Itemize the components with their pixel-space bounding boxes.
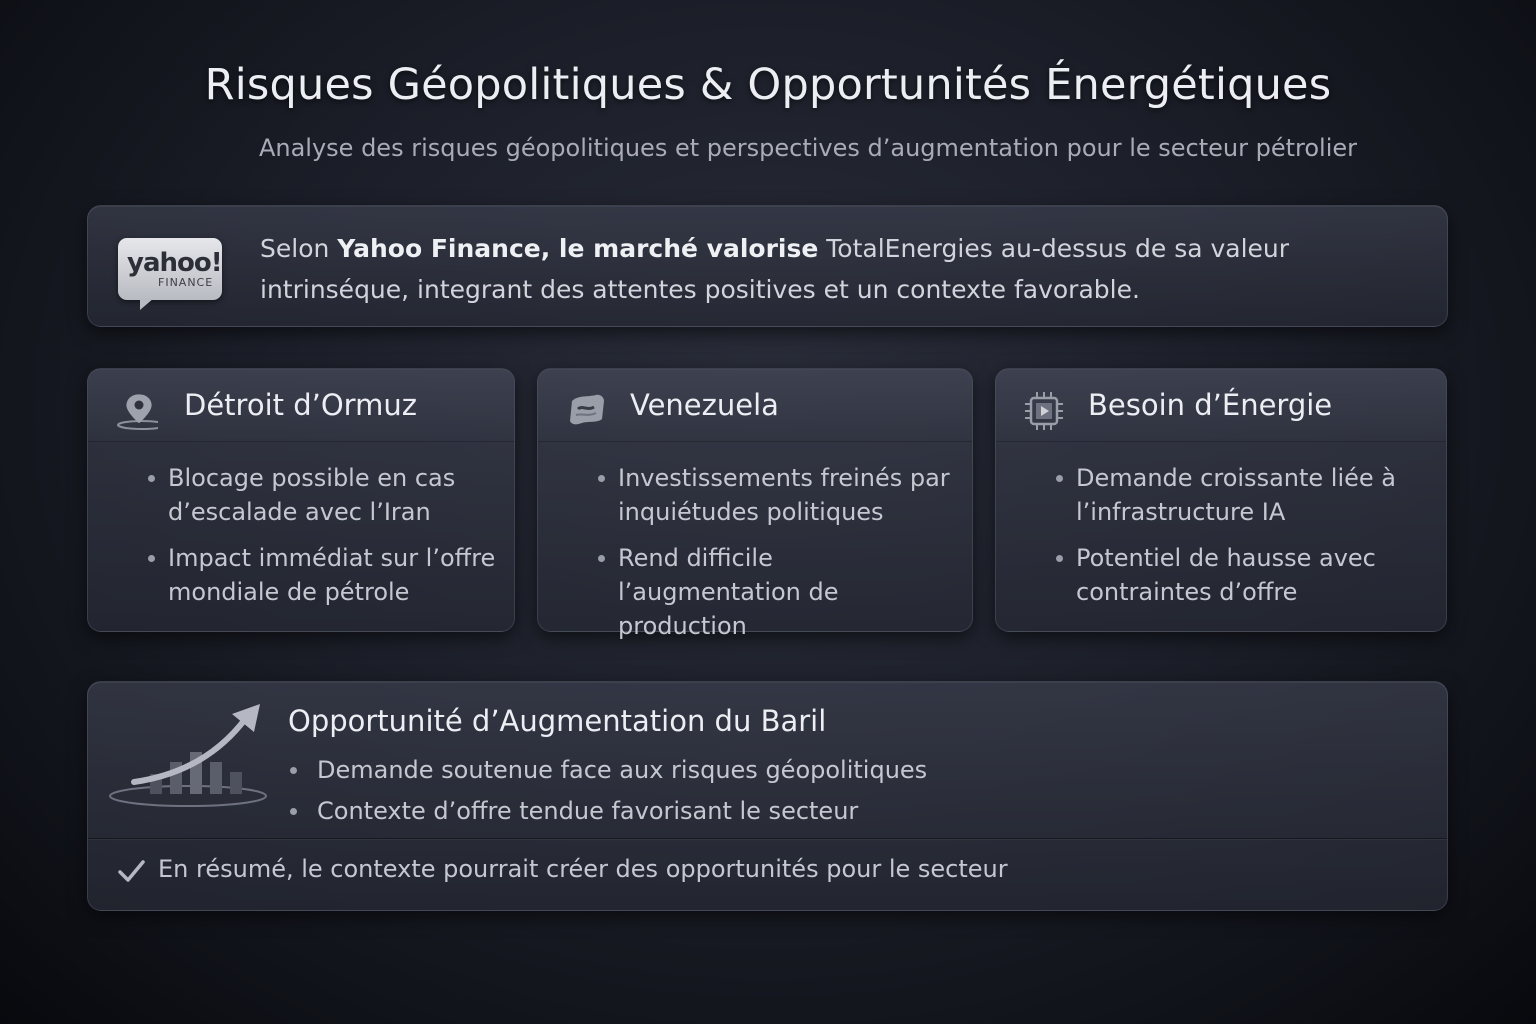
divider: [88, 838, 1447, 839]
card-bullets: [146, 461, 500, 621]
list-item: Demande croissante liée à l’infrastructure IA: [1054, 461, 1432, 529]
source-panel: [87, 205, 1448, 327]
opportunity-title: Opportunité d’Augmentation du Baril: [288, 704, 827, 738]
opportunity-bullets: [288, 754, 927, 836]
list-item: Investissements freinés par inquiétudes politiques: [596, 461, 958, 529]
opportunity-panel: [87, 681, 1448, 911]
card-bullets: [1054, 461, 1432, 621]
source-text-prefix: Selon: [260, 234, 338, 263]
card-besoin-energie: [995, 368, 1447, 632]
checkmark-icon: [116, 856, 146, 886]
list-item: Demande soutenue face aux risques géopolitiques: [288, 754, 927, 786]
yahoo-finance-logo: [118, 238, 222, 300]
list-item: Blocage possible en cas d’escalade avec l’Iran: [146, 461, 500, 529]
page-title: Risques Géopolitiques & Opportunités Énergétiques: [204, 60, 1332, 110]
card-title: Détroit d’Ormuz: [184, 388, 417, 422]
card-header: [88, 369, 514, 442]
list-item: Contexte d’offre tendue favorisant le secteur: [288, 795, 927, 827]
card-header: [996, 369, 1446, 442]
card-title: Venezuela: [630, 388, 779, 422]
logo-sub: FINANCE: [158, 276, 214, 289]
location-pin-icon: [114, 389, 158, 433]
summary-text: En résumé, le contexte pourrait créer des opportunités pour le secteur: [158, 855, 1008, 883]
list-item: Impact immédiat sur l’offre mondiale de pétrole: [146, 541, 500, 609]
card-header: [538, 369, 972, 442]
rising-chart-icon: [106, 700, 271, 812]
source-text: [260, 228, 1420, 310]
logo-word: yahoo!: [127, 248, 222, 278]
list-item: Potentiel de hausse avec contraintes d’offre: [1054, 541, 1432, 609]
card-bullets: [596, 461, 958, 655]
flag-icon: [564, 389, 608, 433]
list-item: Rend difficile l’augmentation de production: [596, 541, 958, 643]
chip-icon: [1022, 389, 1066, 433]
card-venezuela: [537, 368, 973, 640]
card-title: Besoin d’Énergie: [1088, 388, 1333, 422]
source-text-bold: Yahoo Finance, le marché valorise: [337, 234, 819, 263]
source-text-rest: TotalEnergies au-dessus de sa valeur intrinséque, integrant des attentes positives et un contexte favorable.: [260, 234, 1290, 304]
page-subtitle: Analyse des risques géopolitiques et perspectives d’augmentation pour le secteur pétrolier: [258, 134, 1358, 162]
card-ormuz: [87, 368, 515, 632]
